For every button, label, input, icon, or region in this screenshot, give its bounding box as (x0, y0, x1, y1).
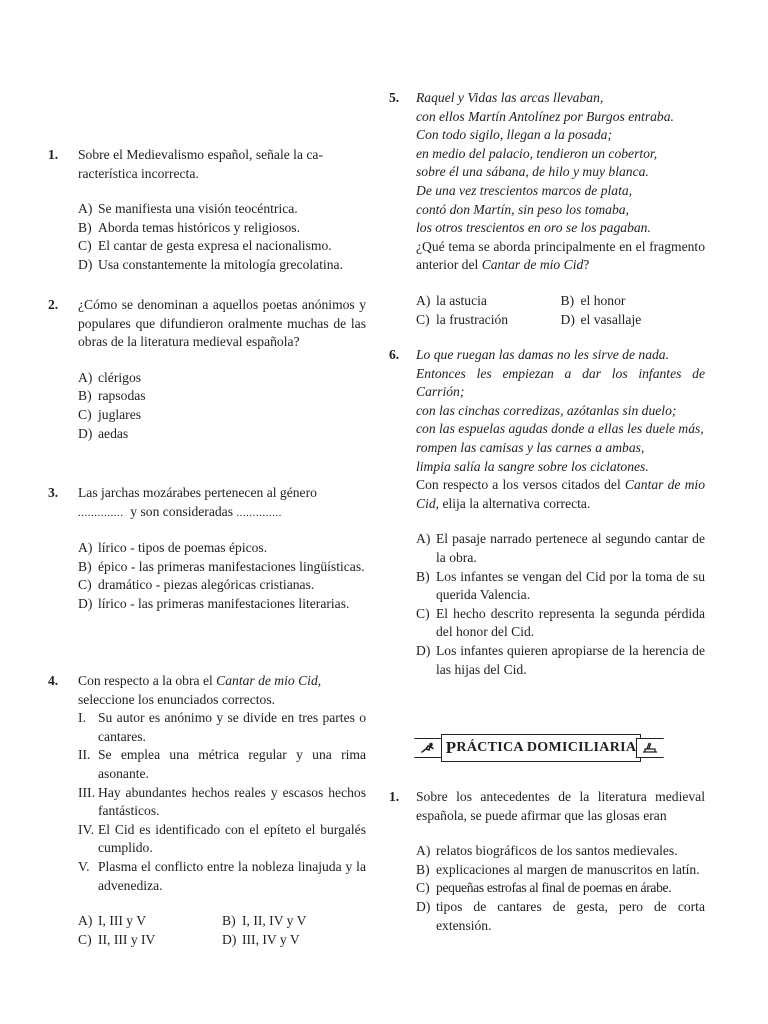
question-6 (389, 346, 705, 679)
option-d[interactable]: D) lírico - las primeras manifestaciones literarias. (78, 595, 350, 611)
options-list (416, 530, 705, 679)
practice-banner (414, 732, 664, 766)
option-a[interactable]: A) relatos biográficos de los santos medievales. (416, 843, 678, 859)
option-c[interactable]: C) la frustración (416, 311, 509, 327)
option-c[interactable]: C) pequeñas estrofas al final de poemas en árabe. (416, 880, 672, 896)
options-list (78, 200, 366, 274)
question-stem: ¿Cómo se denominan a aquellos poetas anónimos y populares que difundieron oralmente muchas de las obras de la literatura medieval española? (78, 297, 366, 350)
statement-i: I. Su autor es anónimo y se divide en tres partes o cantares. (78, 710, 366, 744)
banner-left-tab (414, 738, 442, 758)
poem-fragment: Raquel y Vidas las arcas llevaban, con ellos Martín Antolínez por Burgos entraba. Con todo sigilo, llegan a la posada; en medio del palacio, tendieron un cobertor, sobre él una sábana, de hilo y muy blanca. De una vez trescientos marcos de plata, contó don Martín, sin peso los tomaba, los otros trescientos en oro se los pagaban. (416, 90, 674, 236)
question-number: 1. (48, 147, 59, 162)
work-title: Cantar de mio Cid (216, 673, 318, 688)
option-b[interactable]: B) I, II, IV y V (222, 913, 307, 929)
question-1 (48, 146, 366, 275)
question-number: 3. (48, 485, 59, 500)
option-a[interactable]: A) clérigos (78, 369, 142, 385)
question-2 (48, 296, 366, 443)
options-list (416, 842, 705, 935)
question-3 (48, 484, 366, 614)
options-grid (78, 912, 366, 949)
statement-v: V. Plasma el conflicto entre la nobleza linajuda y la advenediza. (78, 858, 366, 893)
question-stem: Con respecto a la obra el Cantar de mio Cid, seleccione los enunciados correctos. (78, 673, 322, 707)
option-d[interactable]: D) el vasallaje (560, 311, 642, 327)
question-text: ¿Qué tema se aborda principalmente en el fragmento anterior del Cantar de mio Cid? (416, 238, 705, 273)
question-5 (389, 89, 705, 329)
question-stem: Sobre los antecedentes de la literatura medieval española, se puede afirmar que las glosas eran (416, 789, 705, 823)
options-list (78, 539, 366, 613)
question-number: 2. (48, 297, 59, 312)
question-number: 1. (389, 789, 400, 804)
question-stem: Las jarchas mozárabes pertenecen al género .............. y son consideradas .............. (78, 485, 317, 519)
statements-list (78, 709, 366, 895)
question-4 (48, 672, 366, 949)
blank-1: .............. (78, 506, 124, 519)
blank-2: .............. (236, 506, 282, 519)
option-b[interactable]: B) explicaciones al margen de manuscritos en latín. (416, 861, 700, 877)
option-c[interactable]: C) dramático - piezas alegóricas cristianas. (78, 577, 315, 593)
option-b[interactable]: B) rapsodas (78, 388, 146, 404)
banner-title: P RÁCTICA DOMICILIARIA (441, 734, 641, 762)
option-b[interactable]: B) el honor (560, 292, 626, 308)
writing-desk-icon (642, 742, 658, 754)
runner-icon (420, 742, 436, 754)
question-stem: Sobre el Medievalismo español, señale la ca- racterística incorrecta. (78, 147, 323, 181)
option-b[interactable]: B) Aborda temas históricos y religiosos. (78, 219, 300, 235)
work-title: Cantar de mio Cid (416, 477, 705, 511)
statement-iv: IV. El Cid es identificado con el epíteto el burgalés cumplido. (78, 821, 366, 856)
option-d[interactable]: D) aedas (78, 425, 129, 441)
option-a[interactable]: A) Se manifiesta una visión teocéntrica. (78, 201, 298, 217)
option-d[interactable]: D) III, IV y V (222, 931, 300, 947)
option-a[interactable]: A) lírico - tipos de poemas épicos. (78, 540, 268, 556)
option-a[interactable]: A) I, III y V (78, 913, 147, 929)
statement-iii: III. Hay abundantes hechos reales y escasos hechos fantásticos. (78, 784, 366, 819)
options-grid (416, 292, 705, 329)
option-a[interactable]: A) la astucia (416, 292, 487, 308)
option-a[interactable]: A) El pasaje narrado pertenece al segundo cantar de la obra. (416, 531, 705, 565)
option-b[interactable]: B) Los infantes se vengan del Cid por la toma de su querida Valencia. (416, 568, 705, 603)
option-d[interactable]: D) Los infantes quieren apropiarse de la herencia de las hijas del Cid. (416, 642, 705, 677)
homework-question-1 (389, 788, 705, 935)
banner-right-tab (636, 738, 664, 758)
poem-fragment: Lo que ruegan las damas no les sirve de nada. Entonces les empiezan a dar los infantes de Carrión; con las cinchas corredizas, azótanlas sin duelo; con las espuelas agudas donde a ellas les duele más, rompen las camisas y las carnes a ambas, limpia salía la sangre sobre los ciclatones. (416, 347, 705, 474)
option-b[interactable]: B) épico - las primeras manifestaciones lingüísticas. (78, 558, 365, 574)
option-c[interactable]: C) El hecho descrito representa la segunda pérdida del honor del Cid. (416, 605, 705, 640)
question-text: Con respecto a los versos citados del Cantar de mio Cid, elija la alternativa correcta. (416, 477, 705, 511)
option-c[interactable]: C) II, III y IV (78, 931, 156, 947)
options-list (78, 369, 366, 443)
question-number: 4. (48, 673, 59, 688)
statement-ii: II. Se emplea una métrica regular y una rima asonante. (78, 747, 366, 781)
question-number: 6. (389, 347, 400, 362)
option-c[interactable]: C) juglares (78, 406, 142, 422)
option-d[interactable]: D) Usa constantemente la mitología grecolatina. (78, 256, 343, 272)
question-number: 5. (389, 90, 400, 105)
option-c[interactable]: C) El cantar de gesta expresa el nacionalismo. (78, 238, 332, 254)
work-title: Cantar de mio Cid (481, 257, 584, 273)
option-d[interactable]: D) tipos de cantares de gesta, pero de corta extensión. (416, 898, 705, 933)
